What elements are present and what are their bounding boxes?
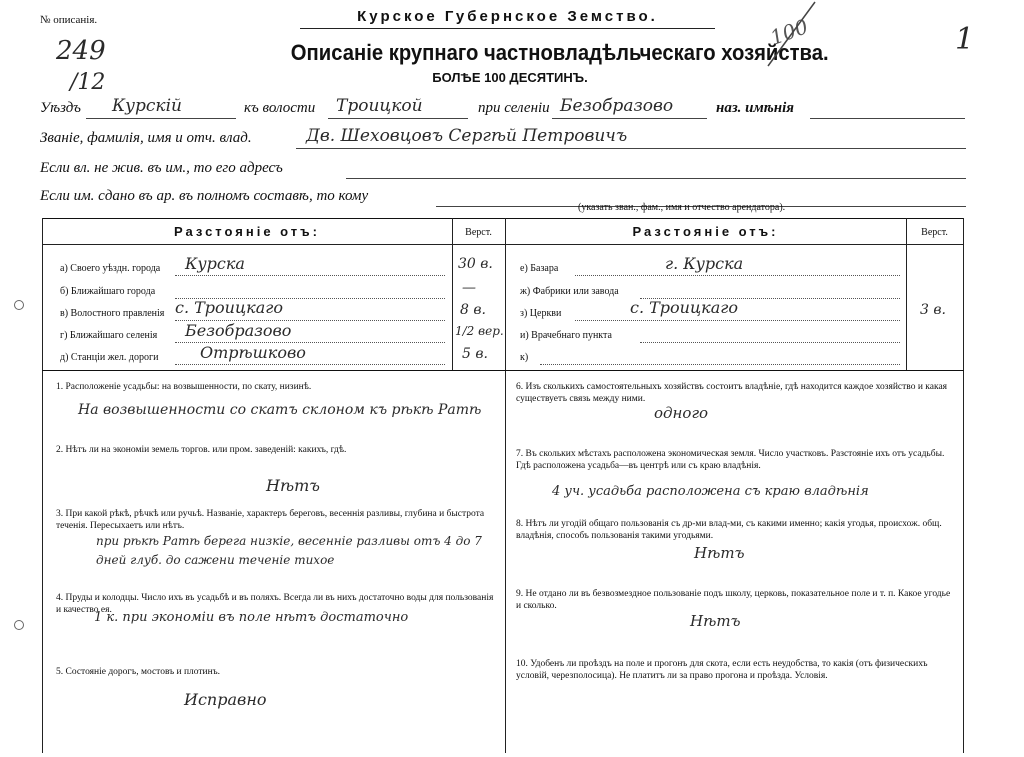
distance-row-dots xyxy=(175,364,445,365)
table-top-border xyxy=(42,218,964,219)
uezd-label: Уѣздъ xyxy=(40,100,81,116)
selo-value: Безобразово xyxy=(560,96,674,116)
question-answer: при рѣкѣ Ратѣ берега низкіе, весенніе разливы отъ 4 до 7 дней глуб. до сажени теченіе тихое xyxy=(96,534,482,567)
question-text: 8. Нѣтъ ли угодій общаго пользованія съ др-ми влад-ми, съ какими именно; какія угодья, происхож. общ. владѣнія, способъ пользованія такими угодьями. xyxy=(516,519,942,541)
corner-slash-mark xyxy=(760,0,820,70)
question-answer: Исправно xyxy=(184,690,267,709)
question-answer: Нѣтъ xyxy=(694,544,745,562)
corner-note: 100 xyxy=(767,14,812,50)
distance-row-verst: 1/2 вер. xyxy=(455,324,504,338)
form-number-value: 249 xyxy=(56,36,106,66)
punch-hole-mark xyxy=(14,300,24,310)
distance-row-label: д) Станціи жел. дороги xyxy=(60,352,159,363)
volost-label: къ волости xyxy=(244,100,316,116)
question-text: 3. При какой рѣкѣ, рѣчкѣ или ручьѣ. Названіе, характеръ береговъ, весеннія разливы, глубина и быстрота теченія. Пересыхаетъ или нѣтъ. xyxy=(56,509,485,531)
distance-row-dots xyxy=(540,364,900,365)
page-subtitle: БОЛѢЕ 100 ДЕСЯТИНЪ. xyxy=(432,70,588,85)
distance-row-value: с. Троицкаго xyxy=(630,298,738,317)
verst-divider-right xyxy=(906,218,907,370)
owner-value: Дв. Шеховцовъ Сергѣй Петровичъ xyxy=(306,126,628,146)
distance-row-label: в) Волостного правленія xyxy=(60,308,165,319)
distance-row-label: а) Своего уѣздн. города xyxy=(60,263,161,274)
distance-row-value: Безобразово xyxy=(185,321,292,340)
distance-row-label: ж) Фабрики или завода xyxy=(520,286,619,297)
distance-bottom-border xyxy=(42,370,964,371)
distance-row-verst: 3 в. xyxy=(920,302,946,318)
question-answer: Нѣтъ xyxy=(690,612,741,630)
question-answer: На возвышенности со скатъ склоном къ рѣкѣ Ратѣ xyxy=(78,402,482,418)
distance-row-label: з) Церкви xyxy=(520,308,562,319)
zemstvo-underline xyxy=(300,28,715,29)
zemstvo-heading: Курское Губернское Земство. xyxy=(357,8,658,25)
question-text: 2. Нѣтъ ли на экономіи земель торгов. или пром. заведеній: какихъ, гдѣ. xyxy=(56,445,347,455)
selo-label: при селеніи xyxy=(478,100,550,116)
distance-row-dots xyxy=(575,320,900,321)
imenie-line xyxy=(810,118,965,119)
verst-header-left: Верст. xyxy=(465,227,492,238)
question-answer: одного xyxy=(654,404,709,422)
question-text: 6. Изъ сколькихъ самостоятельныхъ хозяйствъ состоитъ владѣніе, гдѣ находится каждое хозяйство и какая существуетъ связь между ними. xyxy=(516,382,948,404)
question-answer: 1 к. при экономіи въ поле нѣтъ достаточно xyxy=(94,610,409,625)
distance-row-verst: 8 в. xyxy=(460,302,486,318)
uezd-value: Курскій xyxy=(112,96,182,116)
distance-row-dots xyxy=(575,275,900,276)
distance-row-value: Отрѣшково xyxy=(200,343,306,362)
imenie-label: наз. имѣнія xyxy=(716,100,795,116)
question-text: 7. Въ скольких мѣстахъ расположена экономическая земля. Число участковъ. Разстояніе ихъ отъ усадьбы. Гдѣ расположена усадьба—въ центрѣ или съ краю владѣнія. xyxy=(516,449,945,471)
distance-row-verst: 5 в. xyxy=(462,346,488,362)
rent-label: Если им. сдано въ ар. въ полномъ составѣ, то кому xyxy=(40,188,369,204)
page-title: Описаніе крупнаго частновладѣльческаго хозяйства. xyxy=(290,40,829,65)
question-text: 5. Состояніе дорогъ, мостовъ и плотинъ. xyxy=(56,667,221,677)
table-right-border xyxy=(963,218,964,753)
selo-line xyxy=(552,118,707,119)
table-center-divider xyxy=(505,218,506,753)
form-number-sub: /12 xyxy=(70,70,106,95)
question-answer: Нѣтъ xyxy=(266,476,320,495)
uezd-line xyxy=(86,118,236,119)
distance-row-label: е) Базара xyxy=(520,263,559,274)
rent-note: (указать зван., фам., имя и отчество арендатора). xyxy=(578,202,786,213)
distance-row-value: г. Курска xyxy=(665,254,744,273)
address-label: Если вл. не жив. въ им., то его адресъ xyxy=(40,160,283,176)
question-text: 1. Расположеніе усадьбы: на возвышенности, по скату, низинѣ. xyxy=(56,382,312,392)
volost-value: Троицкой xyxy=(336,96,423,116)
distance-row-label: и) Врачебнаго пункта xyxy=(520,330,612,341)
distance-row-label: к) xyxy=(520,352,529,363)
question-text: 10. Удобенъ ли проѣздъ на поле и прогонъ для скота, если есть неудобства, то какія (отъ физическихъ условій, черезполосица). Не платитъ ли за право прогона и проѣзда. Условія. xyxy=(516,659,928,681)
form-number-label: № описанія. xyxy=(40,14,98,26)
question-text: 4. Пруды и колодцы. Число ихъ въ усадьбѣ и въ поляхъ. Всегда ли въ нихъ достаточно воды для пользованія и качество ея. xyxy=(56,593,494,615)
distance-row-value: с. Троицкаго xyxy=(175,298,283,317)
distance-header-left: Разстояніе отъ: xyxy=(174,224,320,239)
distance-row-label: б) Ближайшаго города xyxy=(60,286,156,297)
distance-header-right: Разстояніе отъ: xyxy=(632,224,779,239)
distance-row-verst: — xyxy=(462,280,476,296)
verst-divider-left xyxy=(452,218,453,370)
distance-row-dots xyxy=(640,342,900,343)
volost-line xyxy=(328,118,468,119)
owner-line xyxy=(296,148,966,149)
verst-header-right: Верст. xyxy=(921,227,948,238)
distance-row-value: Курска xyxy=(185,254,245,273)
punch-hole-mark xyxy=(14,620,24,630)
distance-row-verst: 30 в. xyxy=(458,256,493,272)
distance-header-border xyxy=(42,244,964,245)
table-left-border xyxy=(42,218,43,753)
address-line xyxy=(346,178,966,179)
distance-row-dots xyxy=(175,275,445,276)
owner-label: Званіе, фамилія, имя и отч. влад. xyxy=(40,130,252,146)
corner-number: 1 xyxy=(955,22,975,57)
question-answer: 4 уч. усадьба расположена съ краю владѣнія xyxy=(552,484,869,499)
distance-row-label: г) Ближайшаго селенія xyxy=(60,330,158,341)
question-text: 9. Не отдано ли въ безвозмездное пользованіе подъ школу, церковь, показательное поле и т. п. Какое угодье и сколько. xyxy=(516,589,951,611)
